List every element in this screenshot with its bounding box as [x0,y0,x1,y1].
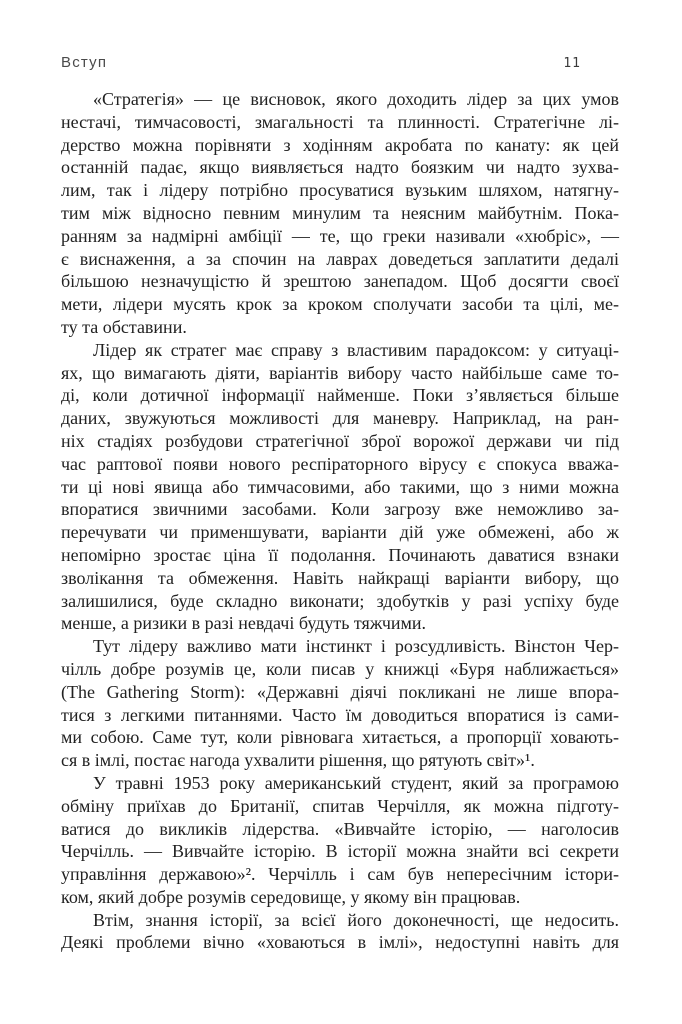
text-line: ранням за надмірні амбіції — те, що греки називали «хюбріс», — [61,225,619,246]
text-line: Лідер як стратег має справу з властивим парадоксом: у ситуаці- [93,339,619,360]
text-line: впоратися звичними засобами. Коли загрозу вже неможливо за- [61,499,619,520]
text-line: зволікання та обмеження. Навіть найкращі варіанти вибору, що [61,567,619,588]
text-line: Деякі проблеми вічно «ховаються в імлі», недоступні навіть для [61,932,619,953]
text-line: залишилися, буде складно виконати; здобутків у разі успіху буде [61,590,619,611]
text-line: тися з легкими питаннями. Часто їм доводиться впоратися із сами- [61,704,619,725]
text-line: У травні 1953 року американський студент, який за програмою [93,772,619,793]
text-line: більшою незначущістю й зрештою занепадом. Щоб досягти своєї [61,271,619,292]
text-line: непомірно зростає ціна її подолання. Починають даватися взнаки [61,544,619,565]
text-line: останній падає, якщо виявляється надто боязким чи надто зухва- [61,157,619,178]
text-line: ми собою. Саме тут, коли рівновага хитається, а пропорції ховають- [61,727,619,748]
text-line: ти ці нові явища або тимчасовими, або такими, що з ними можна [61,476,619,497]
text-line: мети, лідери мусять крок за кроком сполучати засоби та цілі, ме- [61,294,619,315]
text-line: Тут лідеру важливо мати інстинкт і розсудливість. Вінстон Чер- [93,636,619,657]
text-line: менше, а ризики в разі невдачі будуть тяжчими. [61,613,427,634]
text-line: тим між відносно певним минулим та неясним майбутнім. Пока- [61,202,619,223]
text-line: Черчілль. — Вивчайте історію. В історії можна знайти всі секрети [61,841,619,862]
text-line: ся в імлі, постає нагода ухвалити рішення, що рятують світ»¹. [61,750,535,771]
running-head-section-title: Вступ [61,54,108,71]
text-line: ях, що вимагають діяти, варіантів вибору часто найбільше саме то- [61,362,619,383]
text-line: «Стратегія» — це висновок, якого доходить лідер за цих умов [93,89,619,109]
text-line: ватися до викликів лідерства. «Вивчайте історію, — наголосив [61,818,619,839]
text-line: є виснаження, а за спочин на лаврах доведеться заплатити дедалі [61,248,619,269]
text-line: управління державою»². Черчілль і сам був непересічним істори- [61,864,619,885]
text-line: перечувати чи применшувати, варіанти дій уже обмежені, або ж [61,522,619,543]
text-line: обміну приїхав до Британії, спитав Черчілля, як можна підготу- [61,795,619,816]
text-line: дерство можна порівняти з ходінням акробата по канату: як цей [61,134,619,155]
text-line: ді, коли дотичної інформації найменше. Поки з’являється більше [61,385,619,406]
text-line: чілль добре розумів це, коли писав у книжці «Буря наближається» [61,658,619,679]
text-line: лим, так і лідеру потрібно просуватися вузьким шляхом, натягну- [61,180,619,201]
text-line: ніх стадіях розбудови стратегічної зброї ворожої держави чи під [61,430,619,451]
text-line: даних, звужуються можливості для маневру. Наприклад, на ран- [61,408,619,429]
text-line: нестачі, тимчасовості, змагальності та плинності. Стратегічне лі- [61,111,619,132]
page-number: 11 [563,56,581,71]
text-line: час раптової появи нового респіраторного вірусу є спокуса вважа- [61,453,619,474]
text-line: ком, який добре розумів середовище, у якому він працював. [61,886,521,907]
text-line: (The Gathering Storm): «Державні діячі покликані не лише впора- [61,681,619,702]
page-body [61,88,619,954]
text-line: Втім, знання історії, за всієї його доконечності, ще недосить. [93,909,619,930]
text-line: ту та обставини. [61,316,187,337]
